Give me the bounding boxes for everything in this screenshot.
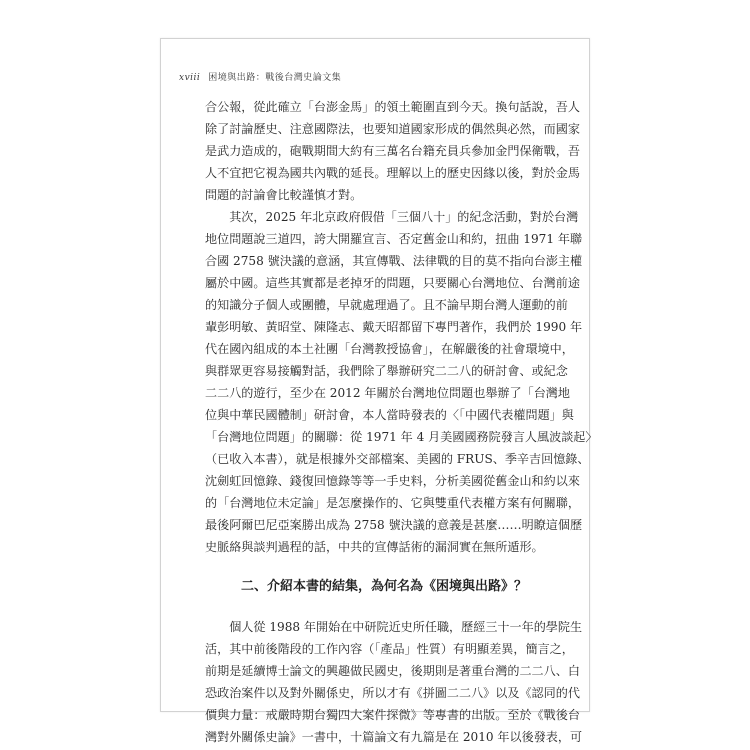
text-line: 最後阿爾巴尼亞案勝出成為 2758 號決議的意義是甚麼……明瞭這個歷 [205,518,583,532]
text-line: 個人從 1988 年開始在中研院近史所任職，歷經三十一年的學院生 [205,620,583,634]
text-line: 位與中華民國體制」研討會，本人當時發表的〈「中國代表權問題」與 [205,408,574,422]
body-text [205,96,598,748]
text-line: （已收入本書），就是根據外交部檔案、美國的 FRUS、季辛吉回憶錄、 [205,452,590,466]
text-line: 前期是延續博士論文的興趣做民國史，後期則是著重台灣的二二八、白 [205,664,580,678]
text-line: 與群眾更容易接觸對話，我們除了舉辦研究二二八的研討會、或紀念 [205,364,568,378]
text-line: 灣對外關係史論》一書中，十篇論文有九篇是在 2010 年以後發表，可 [205,730,583,744]
spacer [205,602,553,616]
running-head [179,70,341,83]
text-line: 屬於中國。這些其實都是老掉牙的問題，只要關心台灣地位、台灣前途 [205,276,580,290]
text-line: 史脈絡與談判過程的話，中共的宣傳話術的漏洞實在無所遁形。 [205,540,544,554]
spacer [205,558,553,572]
text-line: 「台灣地位問題」的關聯：從 1971 年 4 月美國國務院發言人風波談起〉 [205,430,598,444]
text-line: 合公報，從此確立「台澎金馬」的領土範圍直到今天。換句話說，吾人 [205,100,580,114]
text-line: 二二八的遊行，至少在 2012 年關於台灣地位問題也舉辦了「台灣地 [205,386,570,400]
text-line: 是武力造成的，砲戰期間大約有三萬名台籍充員兵參加金門保衛戰，吾 [205,144,580,158]
text-line: 恐政治案件以及對外關係史，所以才有《拼圖二二八》以及《認同的代 [205,686,580,700]
text-line: 價與力量：戒嚴時期台獨四大案件探微》等專書的出版。至於《戰後台 [205,708,580,722]
text-line: 合國 2758 號決議的意涵，其宣傳戰、法律戰的目的莫不指向台澎主權 [205,254,583,268]
text-line: 地位問題說三道四，誇大開羅宣言、否定舊金山和約，扭曲 1971 年聯 [205,232,583,246]
text-line: 代在國內組成的本土社團「台灣教授協會」，在解嚴後的社會環境中， [205,342,574,356]
text-line: 的知識分子個人或團體，早就處理過了。且不論早期台灣人運動的前 [205,298,568,312]
section-heading: 二、介紹本書的結集，為何名為《困境與出路》？ [240,579,527,594]
book-page [160,38,598,744]
text-line: 活，其中前後階段的工作內容（「產品」性質）有明顯差異，簡言之， [205,642,574,656]
text-line: 人不宜把它視為國共內戰的延長。理解以上的歷史因緣以後，對於金馬 [205,166,580,180]
text-line: 其次，2025 年北京政府假借「三個八十」的紀念活動，對於台灣 [205,210,579,224]
text-line: 的「台灣地位未定論」是怎麼操作的、它與雙重代表權方案有何關聯， [205,496,580,510]
running-head-title: 困境與出路：戰後台灣史論文集 [208,73,342,83]
text-line: 除了討論歷史、注意國際法，也要知道國家形成的偶然與必然，而國家 [205,122,580,136]
text-line: 沈劍虹回憶錄、錢復回憶錄等等一手史料，分析美國從舊金山和約以來 [205,474,580,488]
text-line: 問題的討論會比較謹慎才對。 [205,188,363,202]
text-line: 輩彭明敏、黃昭堂、陳隆志、戴天昭都留下專門著作，我們於 1990 年 [205,320,583,334]
page-number: xviii [179,73,201,83]
